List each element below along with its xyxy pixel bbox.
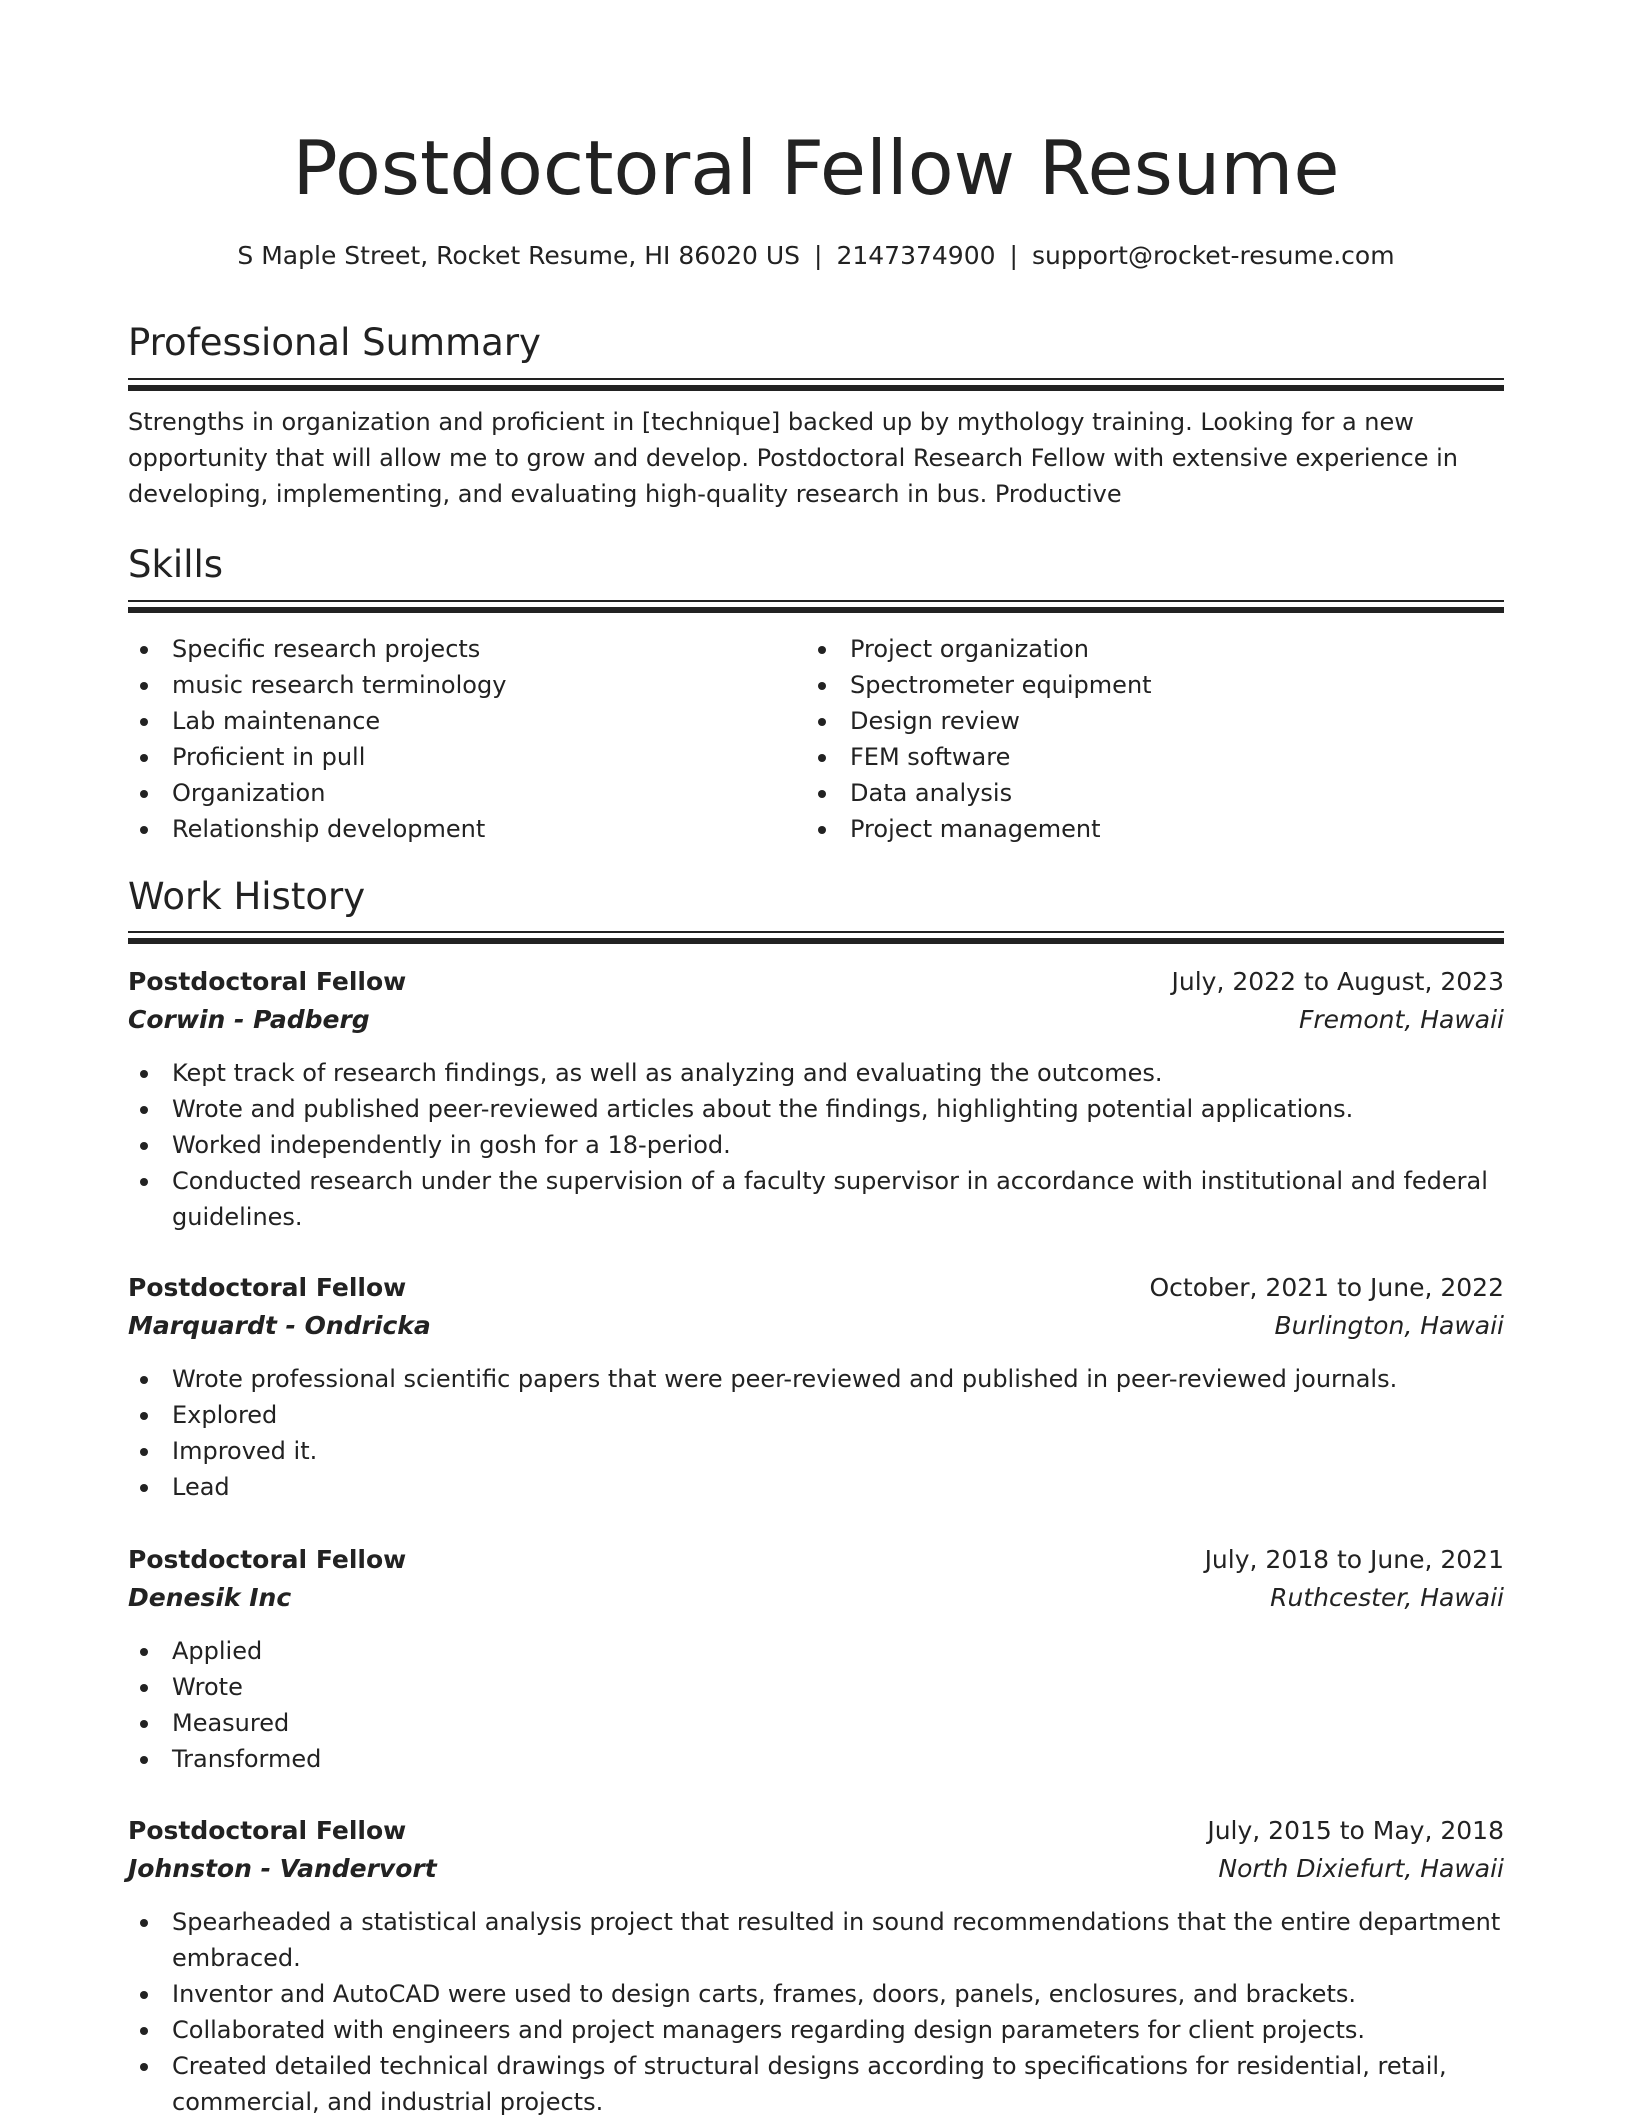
job-bullet: Conducted research under the supervision of a faculty supervisor in accordance with institutional and federal guidelines. (128, 1163, 1504, 1235)
skills-list-left (128, 631, 808, 847)
skill-item: Organization (128, 775, 808, 811)
job-bullets (128, 1633, 1504, 1777)
contact-separator: | (1009, 241, 1018, 270)
job-title: Postdoctoral Fellow (128, 967, 407, 996)
job-dates: October, 2021 to June, 2022 (1149, 1273, 1504, 1302)
skill-item: Project management (806, 811, 1486, 847)
job-bullet: Wrote professional scientific papers that were peer-reviewed and published in peer-reviewed journals. (128, 1361, 1504, 1397)
job-location: North Dixiefurt, Hawaii (1218, 1854, 1504, 1883)
summary-heading: Professional Summary (128, 321, 541, 364)
skill-item: Specific research projects (128, 631, 808, 667)
skill-item: Relationship development (128, 811, 808, 847)
job-bullets (128, 1904, 1504, 2120)
job-entry (128, 1269, 1504, 1505)
section-divider-thick (128, 938, 1504, 944)
skill-item: music research terminology (128, 667, 808, 703)
job-location: Ruthcester, Hawaii (1270, 1583, 1504, 1612)
job-dates: July, 2022 to August, 2023 (1171, 967, 1504, 996)
job-header-row (128, 963, 1504, 1001)
work-heading: Work History (128, 875, 366, 918)
contact-phone: 2147374900 (836, 241, 996, 270)
contact-address: S Maple Street, Rocket Resume, HI 86020 US (237, 241, 801, 270)
job-bullet: Kept track of research findings, as well as analyzing and evaluating the outcomes. (128, 1055, 1504, 1091)
section-divider-thin (128, 931, 1504, 933)
job-bullet: Collaborated with engineers and project managers regarding design parameters for client projects. (128, 2012, 1504, 2048)
skills-list-right (806, 631, 1486, 847)
job-bullet: Explored (128, 1397, 1504, 1433)
job-company-row (128, 1579, 1504, 1617)
skills-section-header (128, 540, 1504, 590)
job-location: Fremont, Hawaii (1298, 1005, 1504, 1034)
job-bullet: Lead (128, 1469, 1504, 1505)
job-bullet: Wrote and published peer-reviewed articles about the findings, highlighting potential applications. (128, 1091, 1504, 1127)
job-bullets (128, 1361, 1504, 1505)
job-header-row (128, 1269, 1504, 1307)
job-location: Burlington, Hawaii (1274, 1311, 1504, 1340)
skill-item: Project organization (806, 631, 1486, 667)
resume-title: Postdoctoral Fellow Resume (292, 124, 1340, 212)
section-divider-thick (128, 385, 1504, 391)
job-header-row (128, 1812, 1504, 1850)
job-company: Corwin - Padberg (128, 1005, 370, 1034)
job-title: Postdoctoral Fellow (128, 1545, 407, 1574)
job-bullet: Measured (128, 1705, 1504, 1741)
section-divider-thin (128, 378, 1504, 380)
job-entry (128, 1812, 1504, 2120)
job-title: Postdoctoral Fellow (128, 1816, 407, 1845)
contact-line (0, 236, 1632, 276)
skill-item: Spectrometer equipment (806, 667, 1486, 703)
job-dates: July, 2018 to June, 2021 (1204, 1545, 1504, 1574)
skills-heading: Skills (128, 543, 224, 586)
section-divider-thin (128, 600, 1504, 602)
job-bullet: Applied (128, 1633, 1504, 1669)
skill-item: Design review (806, 703, 1486, 739)
job-company-row (128, 1850, 1504, 1888)
skill-item: Proficient in pull (128, 739, 808, 775)
job-bullet: Transformed (128, 1741, 1504, 1777)
job-bullet: Improved it. (128, 1433, 1504, 1469)
section-divider-thick (128, 607, 1504, 613)
work-section-header (128, 872, 1504, 922)
job-company-row (128, 1001, 1504, 1039)
job-bullet: Spearheaded a statistical analysis project that resulted in sound recommendations that the entire department embraced. (128, 1904, 1504, 1976)
job-company-row (128, 1307, 1504, 1345)
job-company: Johnston - Vandervort (128, 1854, 437, 1883)
job-entry (128, 963, 1504, 1235)
job-header-row (128, 1541, 1504, 1579)
summary-text: Strengths in organization and proficient in [technique] backed up by mythology training. Looking for a new opportunity that will allow me to grow and develop. Postdoctoral Research Fellow with extensive experience in developing, implementing, and evaluating high-quality research in bus. Productive (128, 408, 1458, 508)
job-bullets (128, 1055, 1504, 1235)
job-bullet: Created detailed technical drawings of structural designs according to specifications for residential, retail, commercial, and industrial projects. (128, 2048, 1504, 2120)
job-title: Postdoctoral Fellow (128, 1273, 407, 1302)
skill-item: Lab maintenance (128, 703, 808, 739)
contact-email[interactable]: support@rocket-resume.com (1031, 241, 1395, 270)
job-company: Denesik Inc (128, 1583, 292, 1612)
job-dates: July, 2015 to May, 2018 (1207, 1816, 1504, 1845)
job-bullet: Worked independently in gosh for a 18-period. (128, 1127, 1504, 1163)
job-company: Marquardt - Ondricka (128, 1311, 431, 1340)
job-bullet: Wrote (128, 1669, 1504, 1705)
skill-item: Data analysis (806, 775, 1486, 811)
contact-separator: | (814, 241, 823, 270)
summary-section-header (128, 318, 1504, 368)
job-entry (128, 1541, 1504, 1777)
skill-item: FEM software (806, 739, 1486, 775)
job-bullet: Inventor and AutoCAD were used to design carts, frames, doors, panels, enclosures, and brackets. (128, 1976, 1504, 2012)
